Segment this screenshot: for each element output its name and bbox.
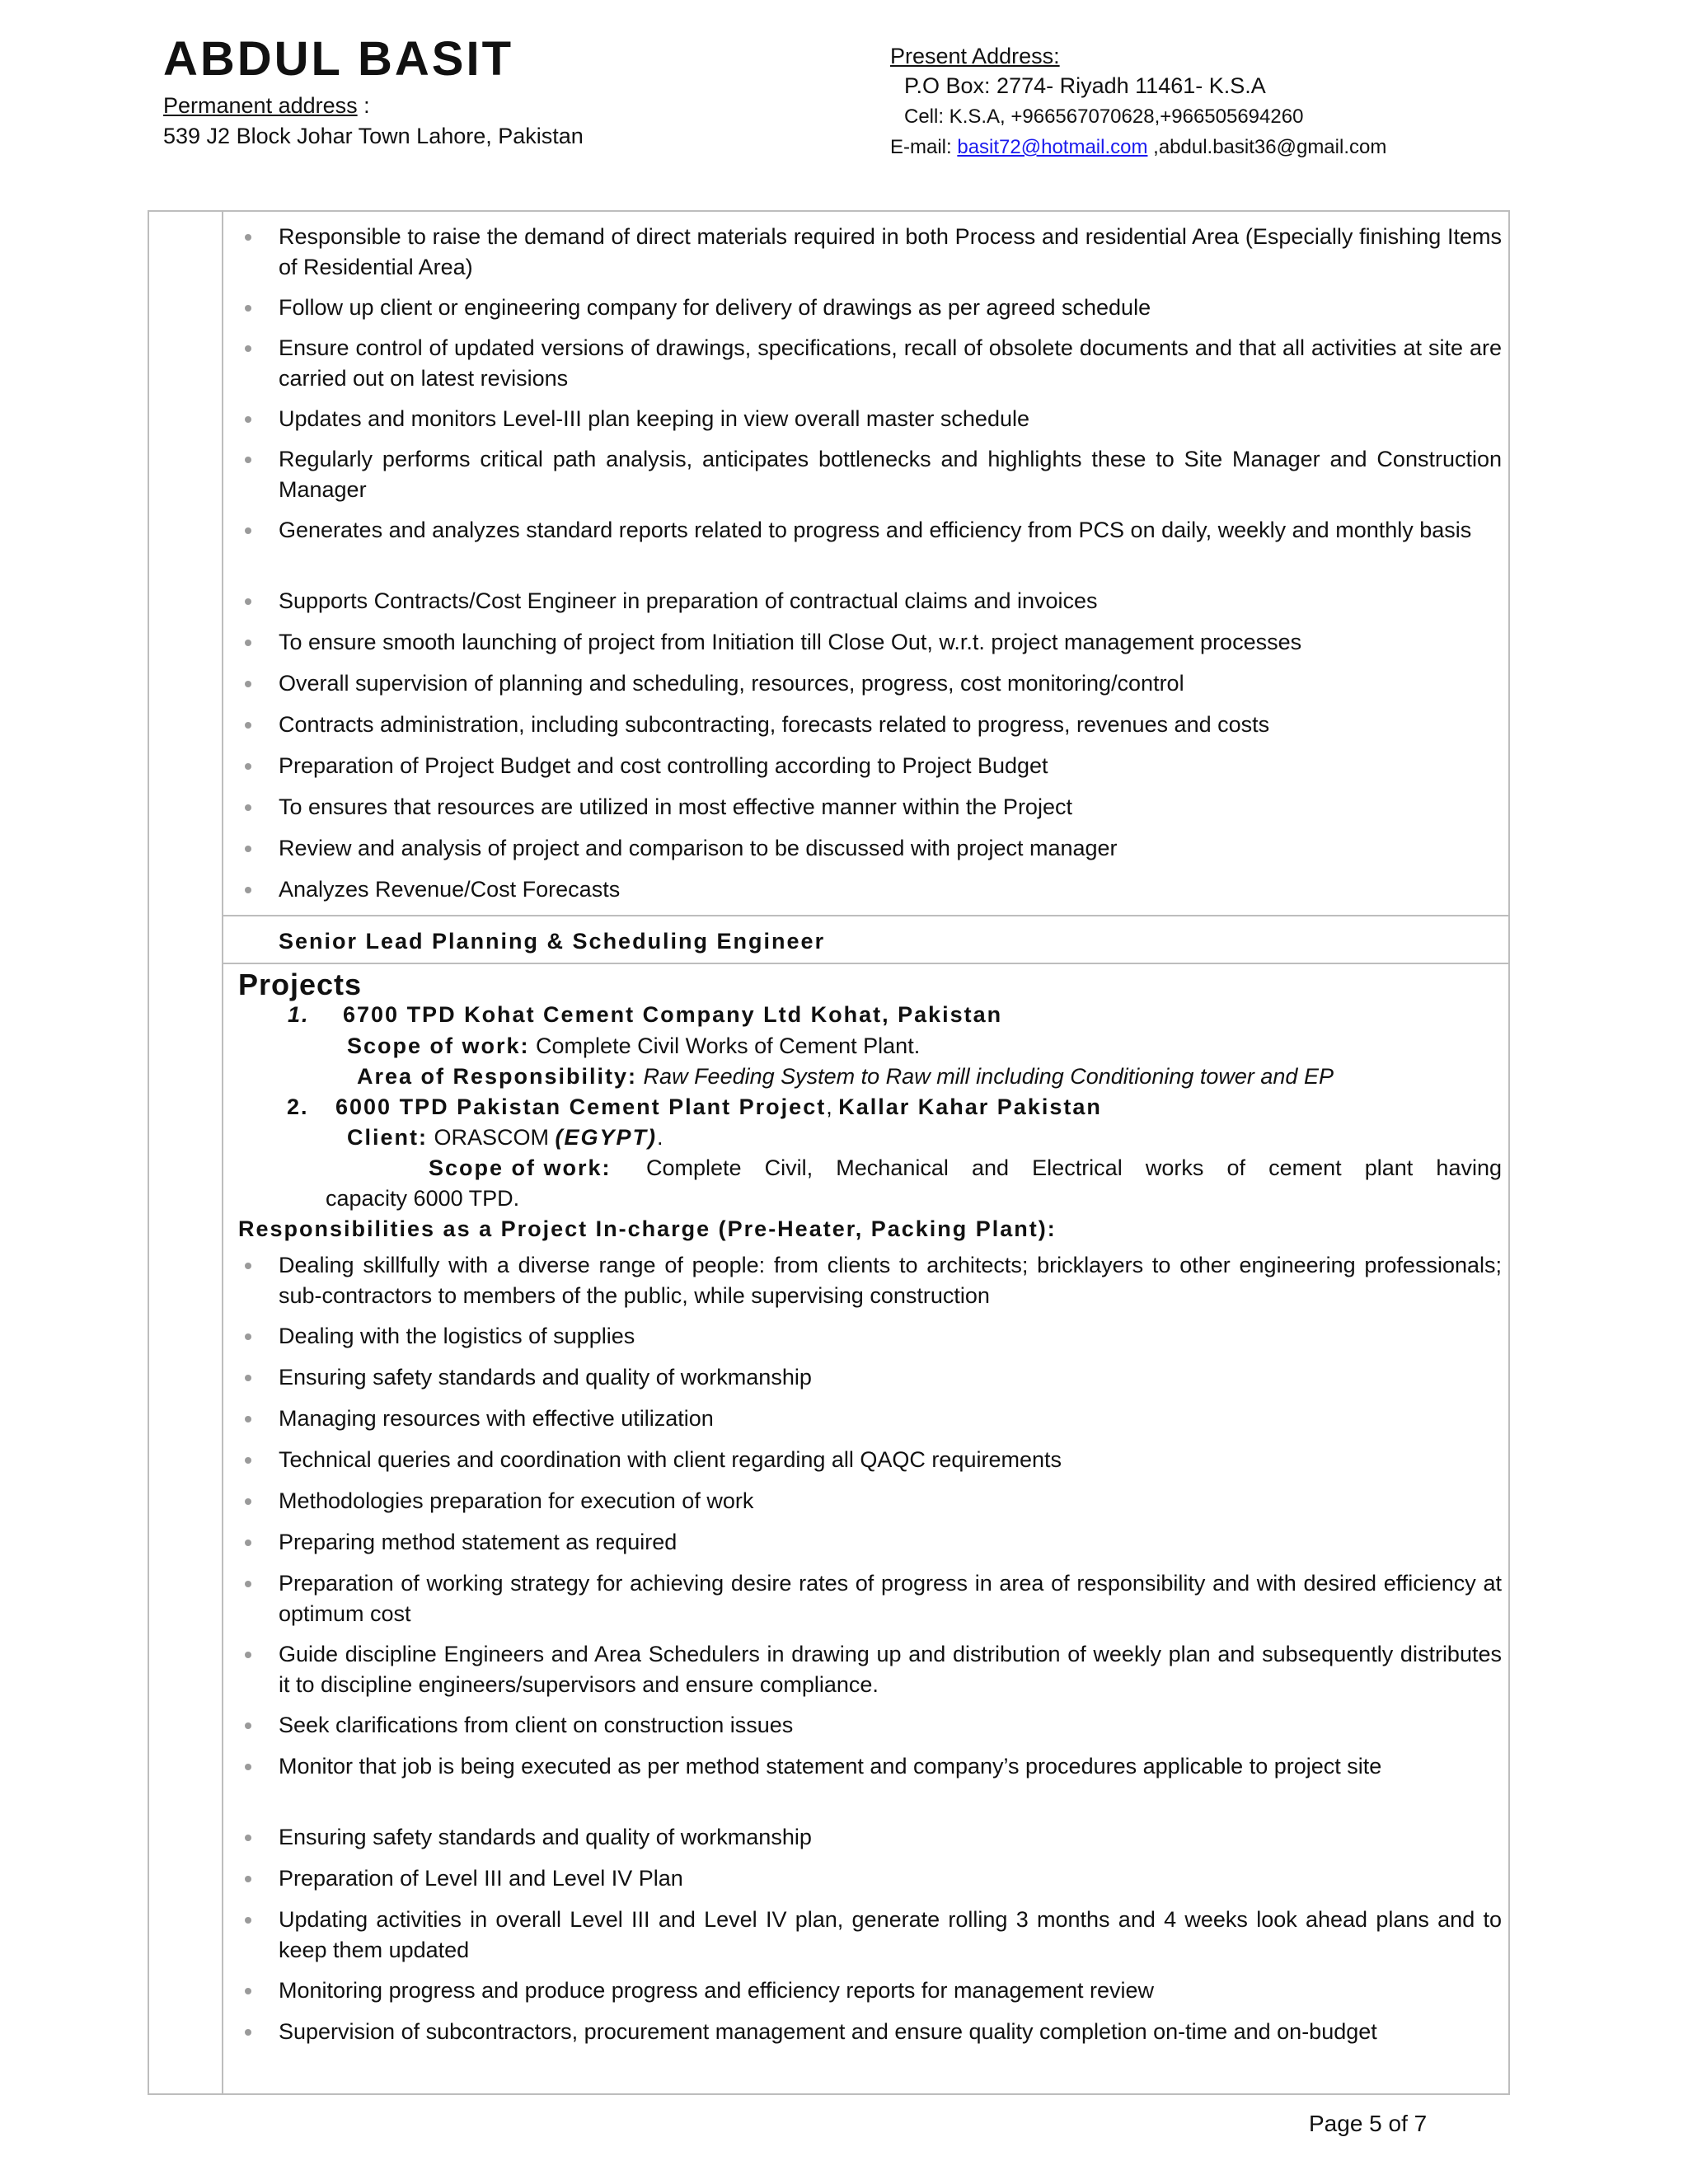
project-1-scope-value: Complete Civil Works of Cement Plant. — [529, 1033, 921, 1058]
list-item-text: Technical queries and coordination with client regarding all QAQC requirements — [279, 1447, 1062, 1472]
list-item-text: Overall supervision of planning and scheduling, resources, progress, cost monitoring/control — [279, 671, 1184, 696]
bullet-icon — [245, 1835, 251, 1841]
list-item-text: Generates and analyzes standard reports related to progress and efficiency from PCS on daily, weekly and monthly basis — [279, 518, 1472, 542]
list-item — [279, 404, 1502, 434]
bullet-icon — [245, 1581, 251, 1587]
project-2-heading — [335, 1092, 1102, 1122]
list-item — [279, 586, 1502, 616]
bullet-icon — [245, 1988, 251, 1994]
list-item-text: Follow up client or engineering company for delivery of drawings as per agreed schedule — [279, 295, 1151, 320]
list-item — [279, 444, 1502, 505]
bullet-icon — [245, 804, 251, 811]
bullet-icon — [245, 1876, 251, 1882]
list-item — [279, 222, 1502, 283]
present-email — [890, 135, 1386, 160]
list-item — [279, 1250, 1502, 1311]
bullet-icon — [245, 1498, 251, 1505]
list-item-text: Seek clarifications from client on construction issues — [279, 1713, 794, 1737]
project-2-number: 2. — [287, 1094, 309, 1119]
project-1-scope — [347, 1031, 920, 1061]
bullet-icon — [245, 1263, 251, 1269]
bullet-icon — [245, 527, 251, 534]
bullet-icon — [245, 1652, 251, 1658]
list-item — [279, 515, 1502, 546]
list-item-text: Responsible to raise the demand of direct materials required in both Process and residential Area (Especially finishing Items of Residential Area) — [279, 224, 1502, 279]
project-2-title: 6000 TPD Pakistan Cement Plant Project — [335, 1094, 827, 1119]
list-item — [279, 627, 1502, 658]
email-prefix: E-mail: — [890, 136, 958, 158]
email-link[interactable]: basit72@hotmail.com — [957, 136, 1148, 158]
list-item-text: Preparing method statement as required — [279, 1530, 678, 1554]
list-item-text: Supervision of subcontractors, procurement management and ensure quality completion on-time and on-budget — [279, 2019, 1377, 2044]
list-item-text: Ensuring safety standards and quality of workmanship — [279, 1365, 812, 1390]
present-address-label: Present Address: — [890, 44, 1060, 68]
project-1-title: 6700 TPD Kohat Cement Company Ltd Kohat, Pakistan — [343, 1002, 1003, 1027]
bullet-icon — [245, 1375, 251, 1381]
bullet-icon — [245, 234, 251, 241]
role-title: Senior Lead Planning & Scheduling Engineer — [279, 929, 826, 954]
list-item — [279, 1710, 1502, 1741]
list-item — [279, 1404, 1502, 1434]
bullet-icon — [245, 1333, 251, 1340]
list-item-text: Review and analysis of project and comparison to be discussed with project manager — [279, 836, 1118, 860]
permanent-address-label-text: Permanent address — [163, 93, 358, 118]
bullet-icon — [245, 640, 251, 646]
list-item-text: Methodologies preparation for execution of work — [279, 1488, 754, 1513]
project-2-client-label: Client: — [347, 1125, 428, 1150]
list-item — [279, 1486, 1502, 1516]
list-item — [279, 1863, 1502, 1894]
candidate-name: ABDUL BASIT — [163, 32, 514, 86]
list-item — [279, 1445, 1502, 1475]
project-2-scope-cont: capacity 6000 TPD. — [326, 1186, 520, 1211]
experience-table — [148, 210, 1510, 2095]
project-2-client-end: . — [657, 1125, 663, 1150]
permanent-address-label — [163, 92, 370, 119]
project-2-client-country: (EGYPT) — [555, 1125, 658, 1150]
projects-heading: Projects — [238, 968, 363, 1001]
list-item — [279, 2017, 1502, 2047]
list-item — [279, 1751, 1502, 1782]
list-item — [279, 1639, 1502, 1700]
list-item-text: To ensures that resources are utilized in most effective manner within the Project — [279, 794, 1072, 819]
list-item — [279, 1321, 1502, 1352]
list-item — [279, 1527, 1502, 1558]
list-item — [279, 1905, 1502, 1966]
table-column-divider — [222, 212, 223, 2093]
list-item-text: Monitor that job is being executed as per method statement and company’s procedures applicable to project site — [279, 1754, 1382, 1779]
list-item-text: Preparation of Level III and Level IV Plan — [279, 1866, 683, 1891]
bullet-icon — [245, 1917, 251, 1924]
list-item-text: Ensure control of updated versions of drawings, specifications, recall of obsolete documents and that all activities at site are carried out on latest revisions — [279, 335, 1502, 391]
bullet-icon — [245, 1457, 251, 1464]
bullet-icon — [245, 1764, 251, 1770]
project-2-location: Kallar Kahar Pakistan — [838, 1094, 1102, 1119]
bullet-icon — [245, 416, 251, 423]
list-item-text: Regularly performs critical path analysis, anticipates bottlenecks and highlights these to Site Manager and Construction Manager — [279, 447, 1502, 502]
bullet-icon — [245, 345, 251, 352]
table-row-divider-2 — [222, 963, 1508, 964]
project-2-client-value: ORASCOM — [428, 1125, 556, 1150]
bullet-icon — [245, 887, 251, 893]
present-pobox: P.O Box: 2774- Riyadh 11461- K.S.A — [904, 73, 1266, 98]
list-item-text: Dealing skillfully with a diverse range of people: from clients to architects; bricklayers to other engineering professionals; sub-contractors to members of the public, while supervising construction — [279, 1253, 1502, 1308]
list-item — [279, 333, 1502, 394]
list-item-text: To ensure smooth launching of project from Initiation till Close Out, w.r.t. project management processes — [279, 630, 1302, 654]
list-item-text: Guide discipline Engineers and Area Schedulers in drawing up and distribution of weekly plan and subsequently distributes it to discipline engineers/supervisors and ensure compliance. — [279, 1642, 1502, 1697]
list-item-text: Ensuring safety standards and quality of workmanship — [279, 1825, 812, 1849]
bullet-icon — [245, 1722, 251, 1729]
project-2-client — [347, 1122, 663, 1152]
list-item-text: Supports Contracts/Cost Engineer in preparation of contractual claims and invoices — [279, 588, 1098, 613]
bullet-icon — [245, 763, 251, 770]
email-secondary: ,abdul.basit36@gmail.com — [1147, 136, 1387, 158]
project-2-scope-label: Scope of work: — [429, 1155, 612, 1180]
project-1-area-value: Raw Feeding System to Raw mill including Conditioning tower and EP — [637, 1064, 1334, 1089]
bullet-icon — [245, 598, 251, 605]
project-1-scope-label: Scope of work: — [347, 1033, 530, 1058]
list-item-text: Preparation of working strategy for achieving desire rates of progress in area of responsibility and with desired efficiency at optimum cost — [279, 1571, 1502, 1626]
list-item-text: Preparation of Project Budget and cost controlling according to Project Budget — [279, 753, 1048, 778]
project-1-area-label: Area of Responsibility: — [357, 1064, 638, 1089]
project-1-area — [357, 1062, 1334, 1091]
bullet-icon — [245, 457, 251, 463]
page-number: Page 5 of 7 — [1309, 2111, 1428, 2136]
list-item-text: Managing resources with effective utilization — [279, 1406, 714, 1431]
bullet-icon — [245, 1540, 251, 1546]
project-2-scope-value: Complete Civil, Mechanical and Electrical works of cement plant having — [646, 1155, 1502, 1180]
bullet-icon — [245, 1416, 251, 1422]
list-item — [279, 1568, 1502, 1629]
bullet-icon — [245, 2029, 251, 2036]
project-1-number: 1. — [288, 1002, 310, 1027]
list-item — [279, 833, 1502, 864]
permanent-address-colon: : — [357, 93, 370, 118]
list-item — [279, 1975, 1502, 2006]
list-item-text: Dealing with the logistics of supplies — [279, 1324, 635, 1348]
list-item — [279, 874, 1502, 905]
permanent-address: 539 J2 Block Johar Town Lahore, Pakistan — [163, 124, 584, 148]
list-item — [279, 293, 1502, 323]
list-item — [279, 710, 1502, 740]
present-cell: Cell: K.S.A, +966567070628,+966505694260 — [904, 105, 1304, 128]
bullet-icon — [245, 681, 251, 687]
list-item-text: Updates and monitors Level-III plan keeping in view overall master schedule — [279, 406, 1029, 431]
bullet-icon — [245, 305, 251, 312]
list-item — [279, 751, 1502, 781]
list-item — [279, 792, 1502, 823]
bullet-icon — [245, 846, 251, 852]
list-item-text: Updating activities in overall Level III and Level IV plan, generate rolling 3 months and 4 weeks look ahead plans and to keep them updated — [279, 1907, 1502, 1962]
list-item-text: Monitoring progress and produce progress and efficiency reports for management review — [279, 1978, 1155, 2003]
table-row-divider-1 — [222, 915, 1508, 916]
bullet-icon — [245, 722, 251, 729]
list-item-text: Analyzes Revenue/Cost Forecasts — [279, 877, 621, 902]
responsibilities-heading: Responsibilities as a Project In-charge (Pre-Heater, Packing Plant): — [238, 1216, 1057, 1241]
list-item — [279, 1822, 1502, 1853]
project-2-comma: , — [826, 1094, 839, 1119]
list-item — [279, 668, 1502, 699]
list-item-text: Contracts administration, including subcontracting, forecasts related to progress, revenues and costs — [279, 712, 1270, 737]
list-item — [279, 1362, 1502, 1393]
